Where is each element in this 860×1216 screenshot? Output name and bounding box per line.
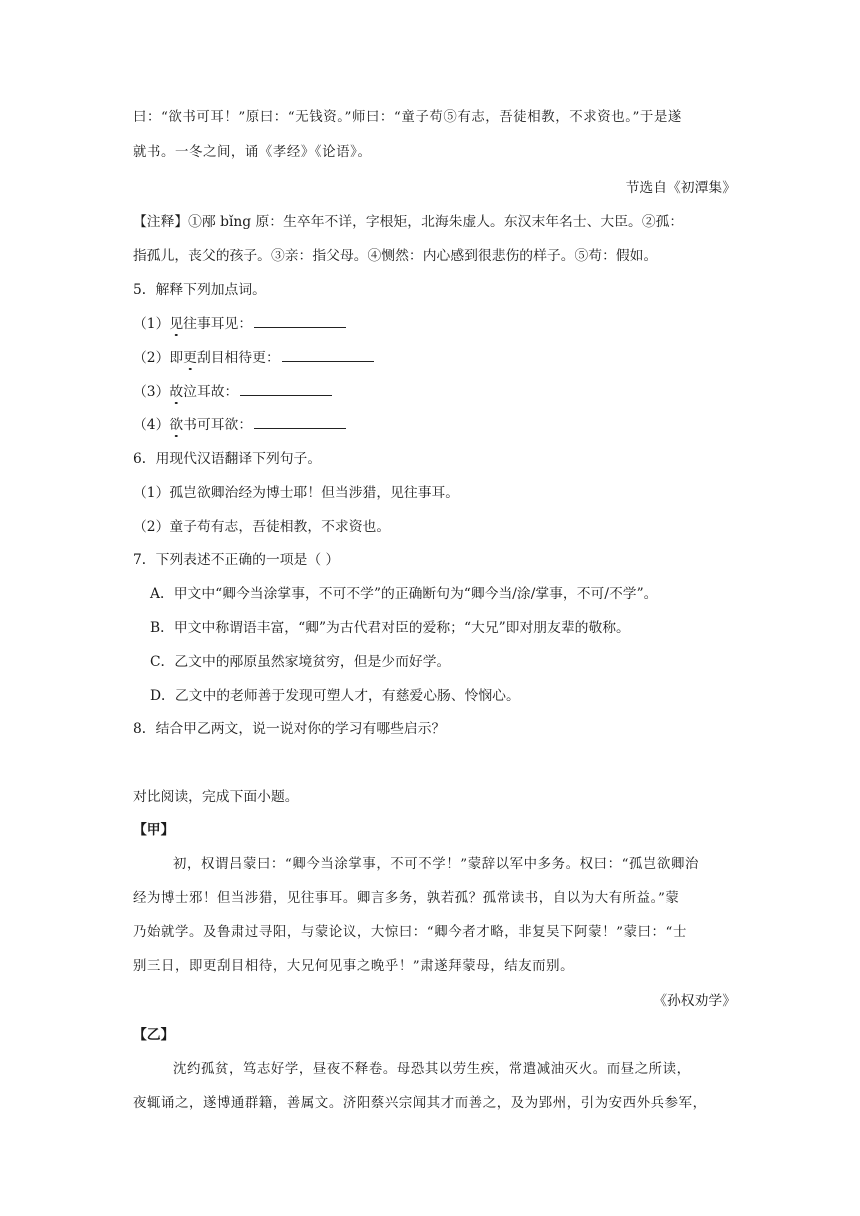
answer-blank[interactable] <box>254 414 346 429</box>
q5-item-text: 刮目相待更： <box>196 350 280 366</box>
jia-line: 乃始就学。及鲁肃过寻阳，与蒙论议，大惊曰：“卿今者才略，非复吴下阿蒙！”蒙曰：“士 <box>133 925 687 940</box>
answer-blank[interactable] <box>282 347 374 362</box>
q5-item-4 <box>133 414 346 435</box>
q5-item-1 <box>133 313 346 334</box>
passage-line: 就书。一冬之间，诵《孝经》《论语》。 <box>133 145 372 160</box>
q6-item: （1）孤岂欲卿治经为博士耶！但当涉猎，见往事耳。 <box>133 485 460 501</box>
dotted-word: 故 <box>169 384 184 400</box>
q5-item-text: 泣耳故： <box>183 384 239 400</box>
q5-item-2 <box>133 347 374 368</box>
jia-line: 初，权谓吕蒙曰：“卿今当涂掌事，不可不学！”蒙辞以军中多务。权曰：“孤岂欲卿治 <box>173 857 699 872</box>
question-5-title: 5．解释下列加点词。 <box>133 282 266 298</box>
q5-item-text: 往事耳见： <box>183 316 253 332</box>
q5-item-prefix: （1） <box>133 316 170 332</box>
q5-item-text: 即 <box>169 350 184 366</box>
q5-item-prefix: （3） <box>133 384 170 400</box>
jia-line: 经为博士邪！但当涉猎，见往事耳。卿言多务，孰若孤？孤常读书，自以为大有所益。”蒙 <box>133 891 680 906</box>
dotted-word: 欲 <box>169 417 184 433</box>
q7-option-b[interactable]: B．甲文中称谓语丰富，“卿”为古代君对臣的爱称；“大兄”即对朋友辈的敬称。 <box>150 620 630 636</box>
q7-option-a[interactable]: A．甲文中“卿今当涂掌事，不可不学”的正确断句为“卿今当/涂/掌事，不可/不学”。 <box>150 586 658 602</box>
yi-line: 夜辄诵之，遂博通群籍，善属文。济阳蔡兴宗闻其才而善之，及为郢州，引为安西外兵参军， <box>133 1096 707 1111</box>
jia-line: 别三日，即更刮目相待，大兄何见事之晚乎！”肃遂拜蒙母，结友而别。 <box>133 959 575 974</box>
dotted-word: 更 <box>183 350 197 366</box>
passage-yi-label: 【乙】 <box>133 1027 175 1043</box>
passage-jia-label: 【甲】 <box>133 822 175 838</box>
q5-item-text: 书可耳欲： <box>183 417 253 433</box>
passage-source: 节选自《初潭集》 <box>625 180 736 196</box>
passage-line: 曰：“欲书可耳！”原曰：“无钱资。”师曰：“童子苟⑤有志，吾徒相教，不求资也。”于是遂 <box>133 110 682 125</box>
answer-blank[interactable] <box>254 313 346 328</box>
notes-line: 【注释】①邴 bǐng 原：生卒年不详，字根矩，北海朱虚人。东汉末年名士、大臣。②孤： <box>133 214 684 230</box>
q6-item: （2）童子苟有志，吾徒相教，不求资也。 <box>133 519 391 535</box>
question-8-title: 8．结合甲乙两文，说一说对你的学习有哪些启示？ <box>133 721 446 737</box>
q7-option-d[interactable]: D．乙文中的老师善于发现可塑人才，有慈爱心肠、怜悯心。 <box>150 688 520 704</box>
yi-line: 沈约孤贫，笃志好学，昼夜不释卷。母恐其以劳生疾，常遣减油灭火。而昼之所读， <box>173 1062 691 1077</box>
jia-source: 《孙权劝学》 <box>653 993 736 1009</box>
answer-blank[interactable] <box>240 381 332 396</box>
question-7-title: 7．下列表述不正确的一项是（ ） <box>133 552 340 568</box>
q5-item-prefix: （2） <box>133 350 170 366</box>
section-intro: 对比阅读，完成下面小题。 <box>133 789 299 805</box>
question-6-title: 6．用现代汉语翻译下列句子。 <box>133 451 322 467</box>
q5-item-3 <box>133 381 332 402</box>
q7-option-c[interactable]: C．乙文中的邴原虽然家境贫穷，但是少而好学。 <box>150 654 451 670</box>
dotted-word: 见 <box>169 316 184 332</box>
notes-line: 指孤儿，丧父的孩子。③亲：指父母。④恻然：内心感到很悲伤的样子。⑤苟：假如。 <box>133 248 658 264</box>
q5-item-prefix: （4） <box>133 417 170 433</box>
